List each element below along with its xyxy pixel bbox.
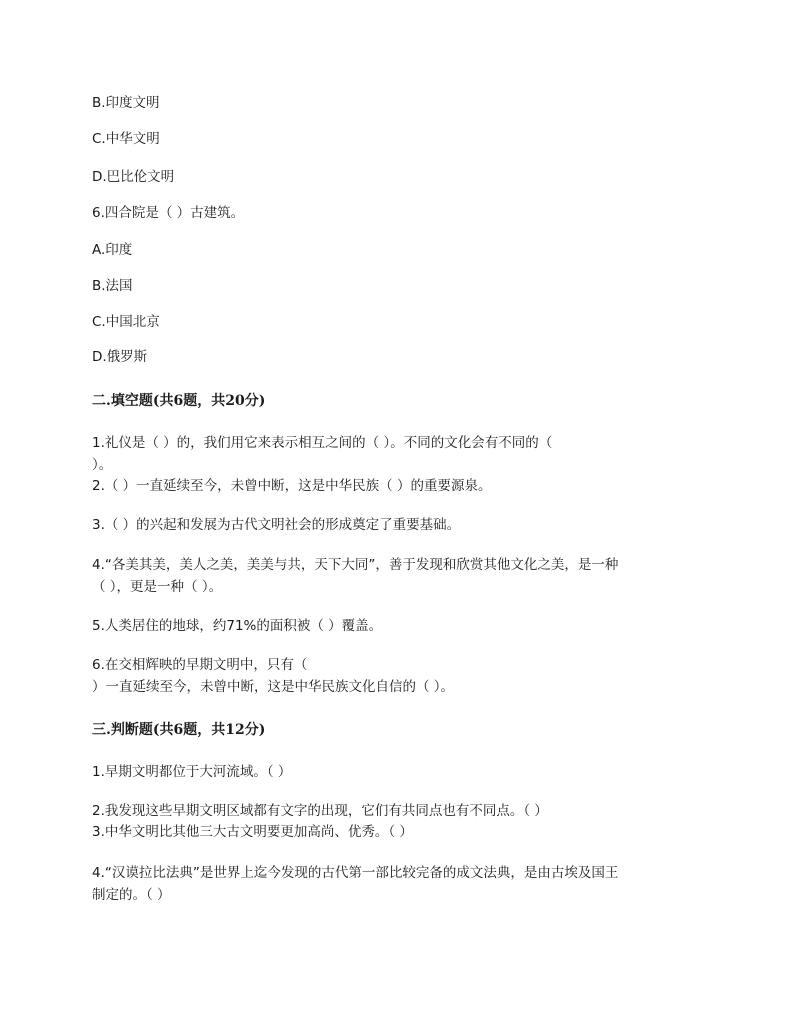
judge-question-1: 1.早期文明都位于大河流域。（ ） — [92, 764, 292, 780]
option-c-beijing-china: C.中国北京 — [92, 314, 160, 330]
fill-question-1-line-1: 1.礼仪是（ ）的，我们用它来表示相互之间的（ ）。不同的文化会有不同的（ — [92, 435, 553, 451]
option-b-france: B.法国 — [92, 278, 133, 294]
fill-question-4-line-1: 4.“各美其美，美人之美，美美与共，天下大同”，善于发现和欣赏其他文化之美，是一种 — [92, 557, 619, 573]
fill-question-2: 2.（ ）一直延续至今，未曾中断，这是中华民族（ ）的重要源泉。 — [92, 478, 492, 494]
judge-question-2: 2.我发现这些早期文明区域都有文字的出现，它们有共同点也有不同点。（ ） — [92, 803, 548, 819]
fill-question-5: 5.人类居住的地球，约71%的面积被（ ）覆盖。 — [92, 618, 383, 634]
question-6-siheyuan: 6.四合院是（ ）古建筑。 — [92, 205, 245, 221]
fill-question-6-line-2: ）一直延续至今，未曾中断，这是中华民族文化自信的（ ）。 — [92, 679, 455, 695]
fill-question-6-line-1: 6.在交相辉映的早期文明中，只有（ — [92, 657, 308, 673]
option-d-babylonian-civilization: D.巴比伦文明 — [92, 169, 175, 185]
option-b-india-civilization: B.印度文明 — [92, 95, 160, 111]
section-heading-true-false: 三.判断题(共6题，共12分) — [92, 722, 266, 738]
option-c-chinese-civilization: C.中华文明 — [92, 131, 160, 147]
fill-question-3: 3.（ ）的兴起和发展为古代文明社会的形成奠定了重要基础。 — [92, 517, 461, 533]
option-a-india: A.印度 — [92, 242, 133, 258]
fill-question-4-line-2: （ ），更是一种（ ）。 — [92, 579, 223, 595]
option-d-russia: D.俄罗斯 — [92, 349, 148, 365]
judge-question-4-line-1: 4.“汉谟拉比法典”是世界上迄今发现的古代第一部比较完备的成文法典，是由古埃及国王 — [92, 865, 619, 881]
judge-question-4-line-2: 制定的。（ ） — [92, 887, 171, 903]
section-heading-fill-in-blank: 二.填空题(共6题，共20分) — [92, 393, 266, 409]
judge-question-3: 3.中华文明比其他三大古文明要更加高尚、优秀。（ ） — [92, 824, 413, 840]
fill-question-1-line-2: ）。 — [92, 457, 113, 473]
